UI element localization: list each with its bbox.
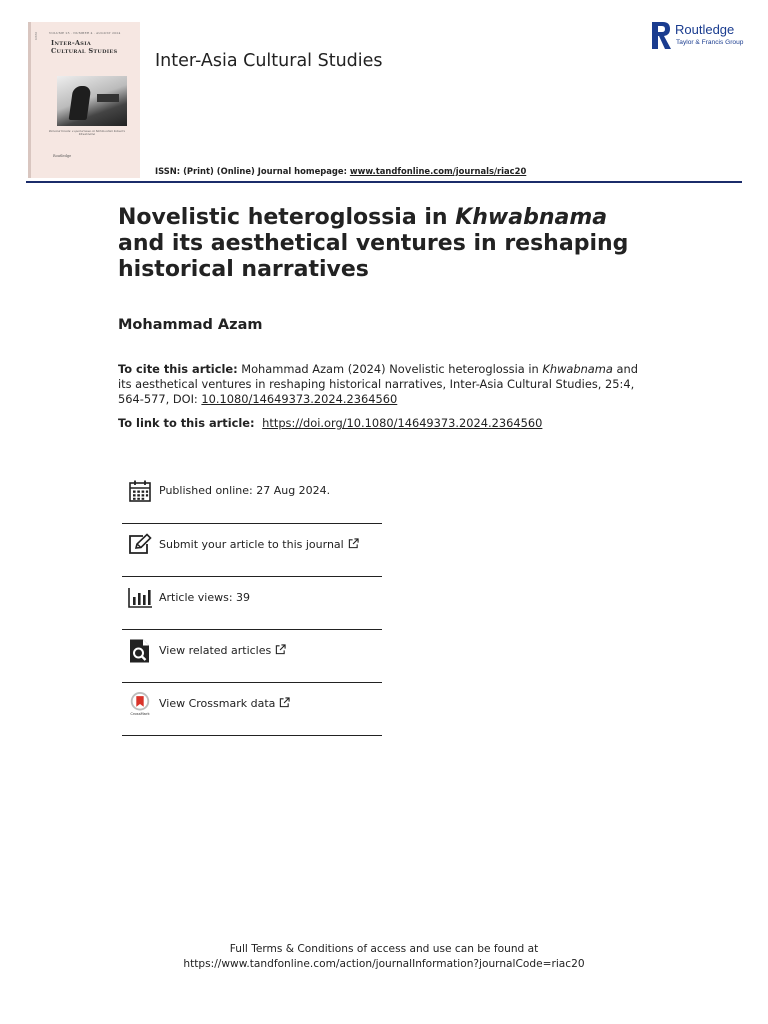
related-articles-link[interactable]: View related articles [159,644,272,657]
article-meta-list [122,470,382,736]
brand-subtitle: Taylor & Francis Group [676,39,744,46]
routledge-r-icon [652,22,671,49]
crossmark-row[interactable] [122,683,382,736]
header-divider [26,181,742,183]
routledge-logo [652,21,748,49]
journal-cover-image [28,22,140,178]
bar-chart-icon [128,586,152,610]
brand-name: Routledge [675,22,735,37]
terms-url[interactable]: https://www.tandfonline.com/action/journalInformation?journalCode=riac20 [183,958,585,970]
external-link-icon [348,538,359,549]
journal-title: Inter-Asia Cultural Studies [155,51,383,71]
related-articles-row[interactable] [122,630,382,683]
calendar-icon [128,479,152,503]
published-row [122,470,382,524]
external-link-icon [279,697,290,708]
citation-block: To cite this article: Mohammad Azam (2024) Novelistic heteroglossia in Khwabnama and its aesthetical ventures in reshaping historical narratives, Inter-Asia Cultural Studies, 25:4, 564-577, DOI: 10.1080/14649373.2024.2364560 [118,362,638,406]
cover-caption: Personal travels: a special issue on Mahmoodian Kotwal's Khwabnama [49,130,125,136]
author-name: Mohammad Azam [118,317,263,333]
crossmark-logo-text: CrossMark [130,712,150,716]
issn-line: ISSN: (Print) (Online) Journal homepage: www.tandfonline.com/journals/riac20 [155,166,527,176]
published-date: Published online: 27 Aug 2024. [159,484,331,497]
cover-spine: ISSN [34,32,38,40]
cover-title: Inter-Asia Cultural Studies [51,39,118,55]
journal-homepage-link[interactable]: www.tandfonline.com/journals/riac20 [349,166,527,176]
search-document-icon [128,639,152,663]
submit-article-link[interactable]: Submit your article to this journal [159,538,344,551]
article-views: Article views: 39 [159,591,251,604]
article-views-row [122,577,382,630]
edit-icon [128,533,152,557]
crossmark-icon [128,692,152,716]
article-link-block: To link to this article: https://doi.org/10.1080/14649373.2024.2364560 [118,416,543,430]
cover-photo [57,76,127,126]
article-title: Novelistic heteroglossia in Khwabnama and its aesthetical ventures in reshaping historical narratives [118,205,629,282]
crossmark-link[interactable]: View Crossmark data [159,697,276,710]
doi-link[interactable]: 10.1080/14649373.2024.2364560 [201,392,398,406]
cover-strip: VOLUME 25 · NUMBER 4 · AUGUST 2024 [49,31,121,35]
cover-publisher: Routledge [53,154,72,158]
terms-text: Full Terms & Conditions of access and use can be found at [229,943,539,955]
external-link-icon [275,644,286,655]
terms-footer [0,942,768,972]
submit-article-row[interactable] [122,524,382,577]
article-url-link[interactable]: https://doi.org/10.1080/14649373.2024.2364560 [262,416,543,430]
